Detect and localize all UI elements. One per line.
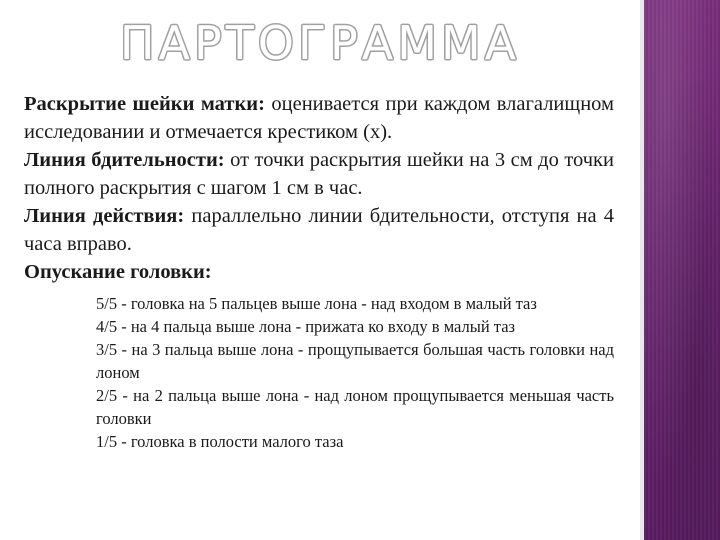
list-item: 3/5 - на 3 пальца выше лона - прощупывается большая часть головки над лоном [96,340,614,382]
sidebar-divider [640,0,644,540]
section-text: оценивается при каждом влагалищном исследовании и отмечается крестиком (х). [24,93,614,143]
section-term: Линия бдительности: [24,149,225,171]
slide-content [24,90,614,453]
slide-title: ПАРТОГРАММА [119,16,521,70]
section-term: Раскрытие шейки матки: [24,93,265,115]
section-action-line [24,202,614,258]
list-item: 4/5 - на 4 пальца выше лона - прижата ко входу в малый таз [96,317,516,336]
list-item: 5/5 - головка на 5 пальцев выше лона - над входом в малый таз [96,294,537,313]
descent-heading: Опускание головки: [24,261,212,283]
decorative-sidebar [640,0,720,540]
list-item: 2/5 - на 2 пальца выше лона - над лоном прощупывается меньшая часть головки [96,386,614,428]
list-item: 1/5 - головка в полости малого таза [96,432,344,451]
descent-list [96,292,614,453]
section-alert-line [24,146,614,202]
section-dilation [24,90,614,146]
section-term: Линия действия: [24,205,185,227]
section-text: параллельно линии бдительности, отступя на 4 часа вправо. [24,205,615,255]
section-text: от точки раскрытия шейки на 3 см до точки полного раскрытия с шагом 1 см в час. [24,149,614,199]
sidebar-texture [640,0,720,540]
